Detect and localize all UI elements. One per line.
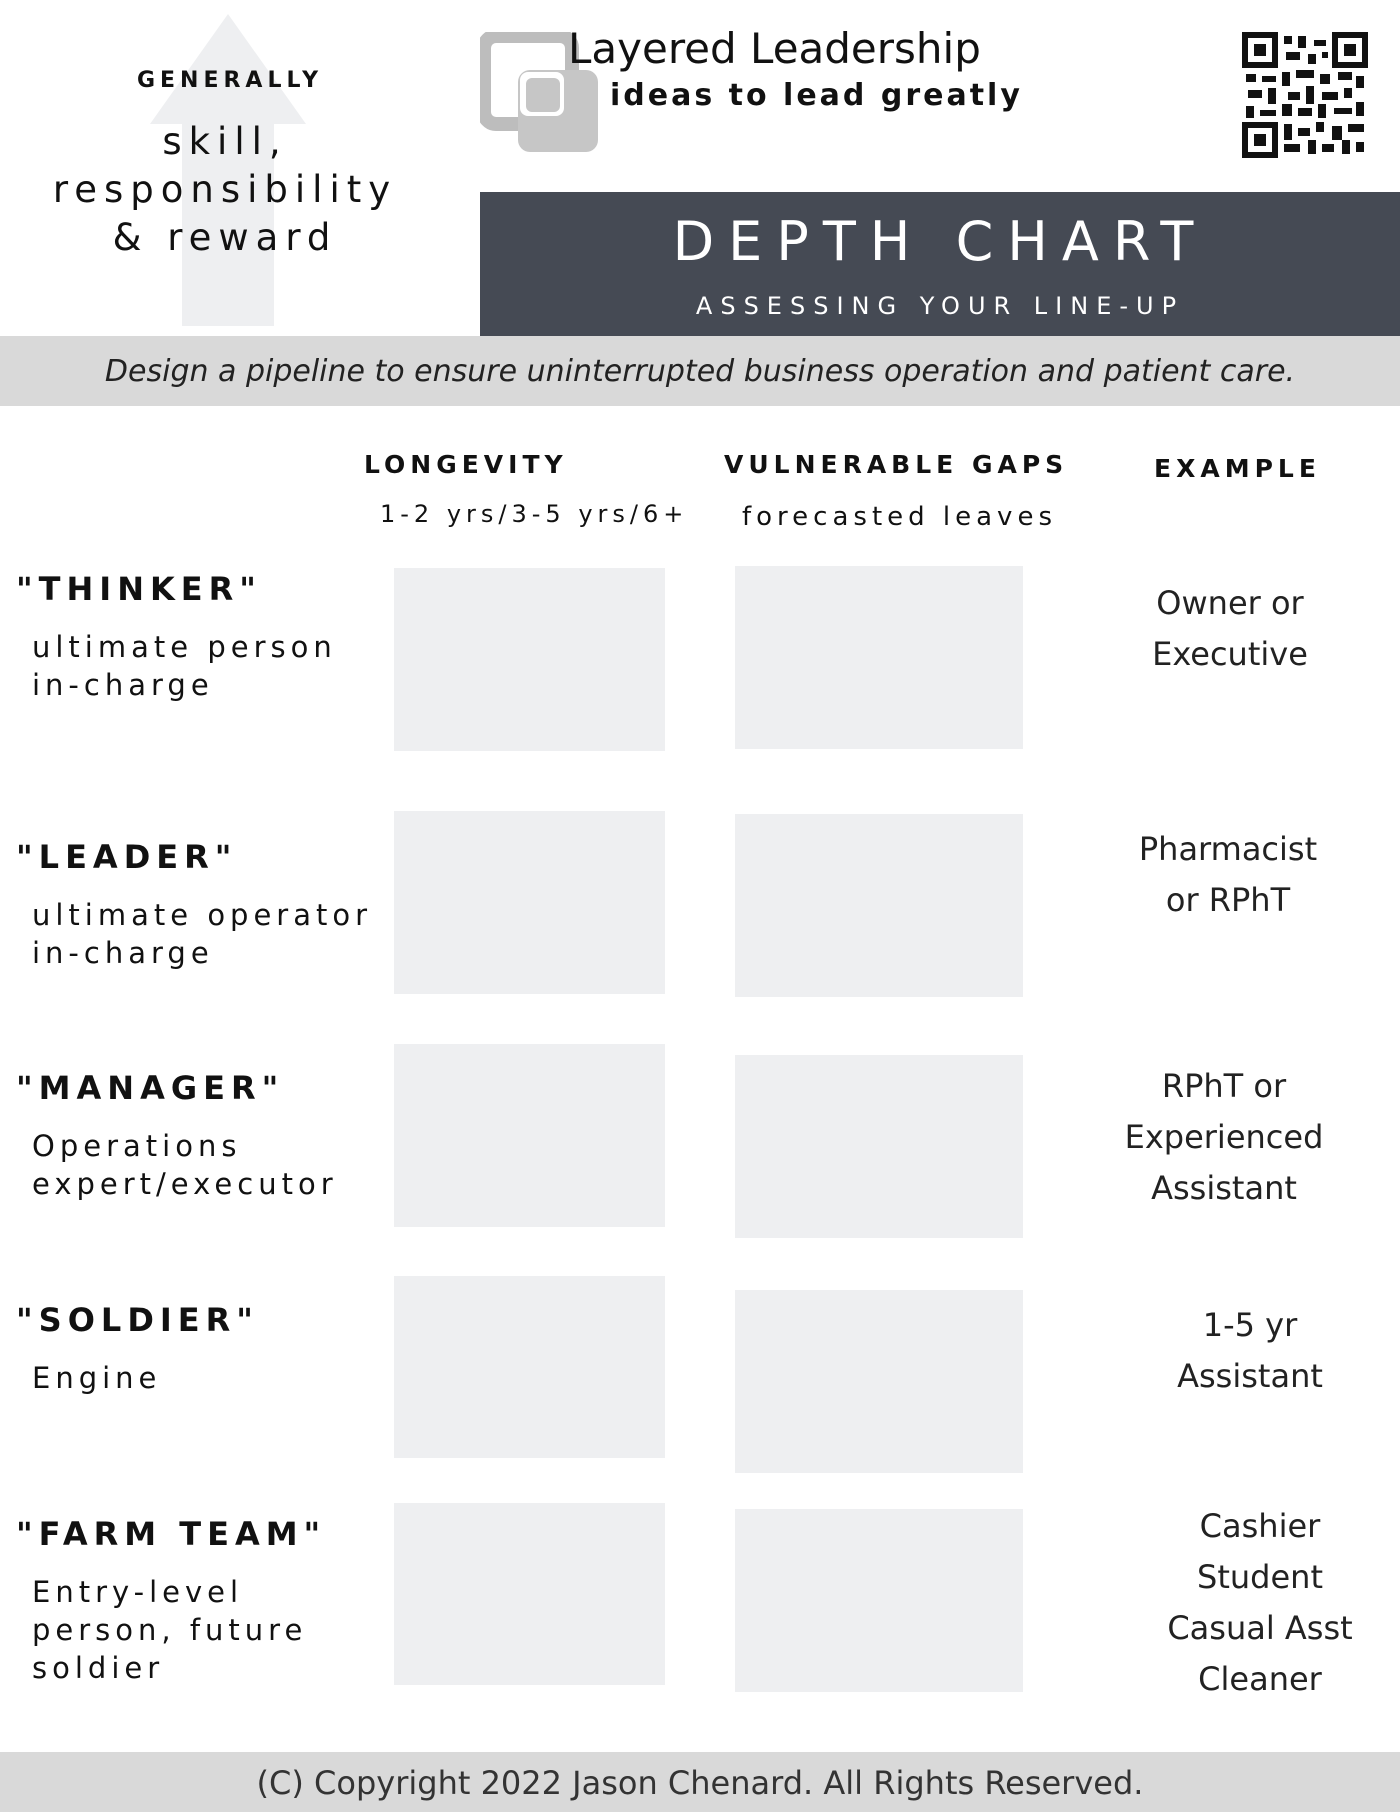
page-title: DEPTH CHART <box>672 210 1208 273</box>
vulnerable-gaps-header: VULNERABLE GAPS <box>724 450 1069 479</box>
gaps-input-thinker[interactable] <box>735 566 1023 749</box>
example-manager: RPhT or Experienced Assistant <box>1124 1067 1324 1207</box>
brand-name: Layered Leadership <box>568 24 981 73</box>
example-leader: Pharmacist or RPhT <box>1138 830 1318 919</box>
role-desc-leader: ultimate operator in-charge <box>32 898 373 970</box>
gaps-input-farm-team[interactable] <box>735 1509 1023 1692</box>
role-desc-thinker: ultimate person in-charge <box>32 630 337 702</box>
title-banner <box>480 192 1400 336</box>
longevity-input-thinker[interactable] <box>394 568 665 751</box>
longevity-header: LONGEVITY <box>364 450 568 479</box>
generally-label: GENERALLY <box>136 68 324 93</box>
brand-tagline: ideas to lead greatly <box>610 78 1023 113</box>
longevity-input-soldier[interactable] <box>394 1276 665 1458</box>
example-thinker: Owner or Executive <box>1152 584 1308 673</box>
role-title-leader: "LEADER" <box>16 838 238 876</box>
longevity-input-manager[interactable] <box>394 1044 665 1227</box>
footer-bar <box>0 1752 1400 1812</box>
tagline-text: Design a pipeline to ensure uninterrupted business operation and patient care. <box>104 354 1296 389</box>
copyright-text: (C) Copyright 2022 Jason Chenard. All Rights Reserved. <box>256 1764 1144 1802</box>
qr-code-icon <box>1242 32 1368 158</box>
gaps-input-manager[interactable] <box>735 1055 1023 1238</box>
role-title-soldier: "SOLDIER" <box>16 1301 259 1339</box>
role-title-farm-team: "FARM TEAM" <box>16 1515 327 1553</box>
gaps-input-leader[interactable] <box>735 814 1023 997</box>
example-soldier: 1-5 yr Assistant <box>1177 1306 1323 1395</box>
vulnerable-gaps-subheader: forecasted leaves <box>742 502 1057 532</box>
role-desc-farm-team: Entry-level person, future soldier <box>32 1575 308 1685</box>
gaps-input-soldier[interactable] <box>735 1290 1023 1473</box>
example-farm-team: Cashier Student Casual Asst Cleaner <box>1167 1507 1353 1698</box>
role-desc-soldier: Engine <box>32 1361 162 1395</box>
longevity-subheader: 1-2 yrs/3-5 yrs/6+ <box>380 500 689 528</box>
skill-responsibility-reward-text: skill, responsibility & reward <box>52 120 398 259</box>
longevity-input-farm-team[interactable] <box>394 1503 665 1685</box>
role-title-thinker: "THINKER" <box>16 570 262 608</box>
example-header: EXAMPLE <box>1154 454 1321 483</box>
role-title-manager: "MANAGER" <box>16 1069 285 1107</box>
role-desc-manager: Operations expert/executor <box>32 1129 338 1201</box>
tagline-bar <box>0 336 1400 406</box>
page-subtitle: ASSESSING YOUR LINE-UP <box>695 292 1185 320</box>
longevity-input-leader[interactable] <box>394 811 665 994</box>
